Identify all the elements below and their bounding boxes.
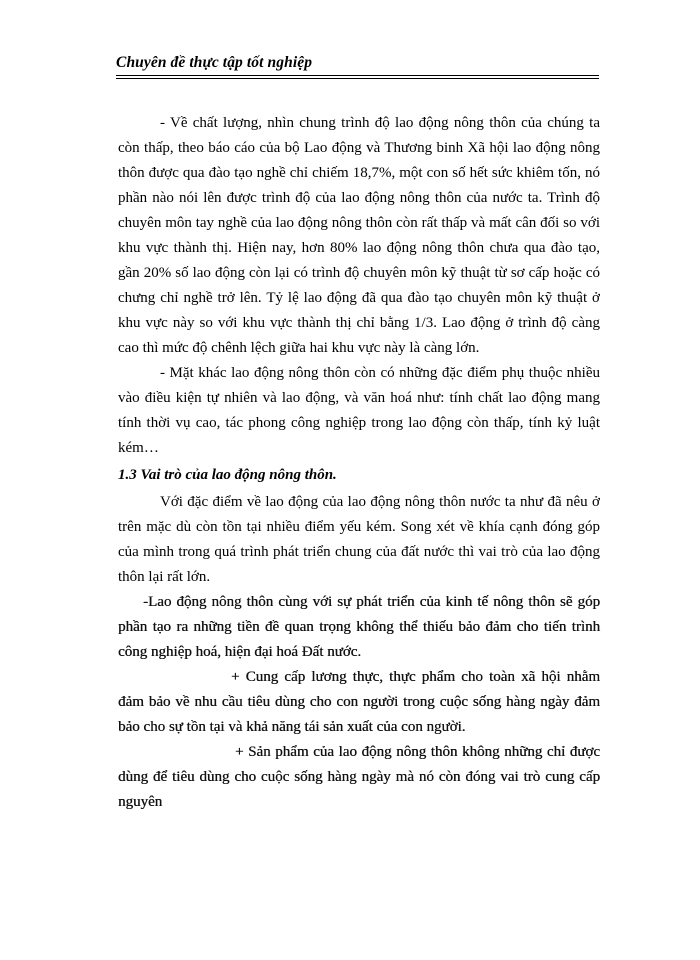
page-header (116, 54, 599, 72)
paragraph-products: + Sản phẩm của lao động nông thôn không những chỉ được dùng để tiêu dùng cho cuộc sống hàng ngày mà nó còn đóng vai trò cung cấp nguyên (118, 744, 600, 810)
document-body (118, 111, 600, 815)
header-title: Chuyên đề thực tập tốt nghiệp (116, 54, 313, 71)
paragraph-role-development: -Lao động nông thôn cùng với sự phát triển của kinh tế nông thôn sẽ góp phần tạo ra những tiền đề quan trọng không thể thiếu bảo đảm cho tiến trình công nghiệp hoá, hiện đại hoá Đất nước. (118, 594, 600, 660)
paragraph-role-intro: Với đặc điểm về lao động của lao động nông thôn nước ta như đã nêu ở trên mặc dù còn tồn tại nhiều điểm yếu kém. Song xét về khía cạnh đóng góp của mình trong quá trình phát triển chung của đất nước thì vai trò của lao động thôn lại rất lớn. (118, 494, 600, 585)
section-heading: 1.3 Vai trò của lao động nông thôn. (118, 467, 337, 483)
paragraph-characteristics: - Mặt khác lao động nông thôn còn có những đặc điểm phụ thuộc nhiều vào điều kiện tự nhiên và lao động, và văn hoá như: tính chất lao động mang tính thời vụ cao, tác phong công nghiệp trong lao động còn thấp, tính kỷ luật kém… (118, 365, 600, 456)
paragraph-food-supply: + Cung cấp lương thực, thực phẩm cho toàn xã hội nhằm đảm bảo về nhu cầu tiêu dùng cho con người trong cuộc sống hàng ngày đảm bảo cho sự tồn tại và khả năng tái sản xuất của con người. (118, 669, 600, 735)
paragraph-quality: - Về chất lượng, nhìn chung trình độ lao động nông thôn của chúng ta còn thấp, theo báo cáo của bộ Lao động và Thương binh Xã hội lao động nông thôn được qua đào tạo nghề chỉ chiếm 18,7%, một con số hết sức khiêm tốn, nó phần nào nói lên được trình độ của lao động nông thôn của nước ta. Trình độ chuyên môn tay nghề của lao động nông thôn còn rất thấp và mất cân đối so với khu vực thành thị. Hiện nay, hơn 80% lao động nông thôn chưa qua đào tạo, gần 20% số lao động còn lại có trình độ chuyên môn kỹ thuật từ sơ cấp hoặc có chưng chỉ nghề trở lên. Tỷ lệ lao động đã qua đào tạo chuyên môn kỹ thuật ở khu vực này so với khu vực thành thị chỉ bằng 1/3. Lao động ở trình độ càng cao thì mức độ chênh lệch giữa hai khu vực này là càng lớn. (118, 115, 600, 356)
header-rule (116, 75, 599, 79)
